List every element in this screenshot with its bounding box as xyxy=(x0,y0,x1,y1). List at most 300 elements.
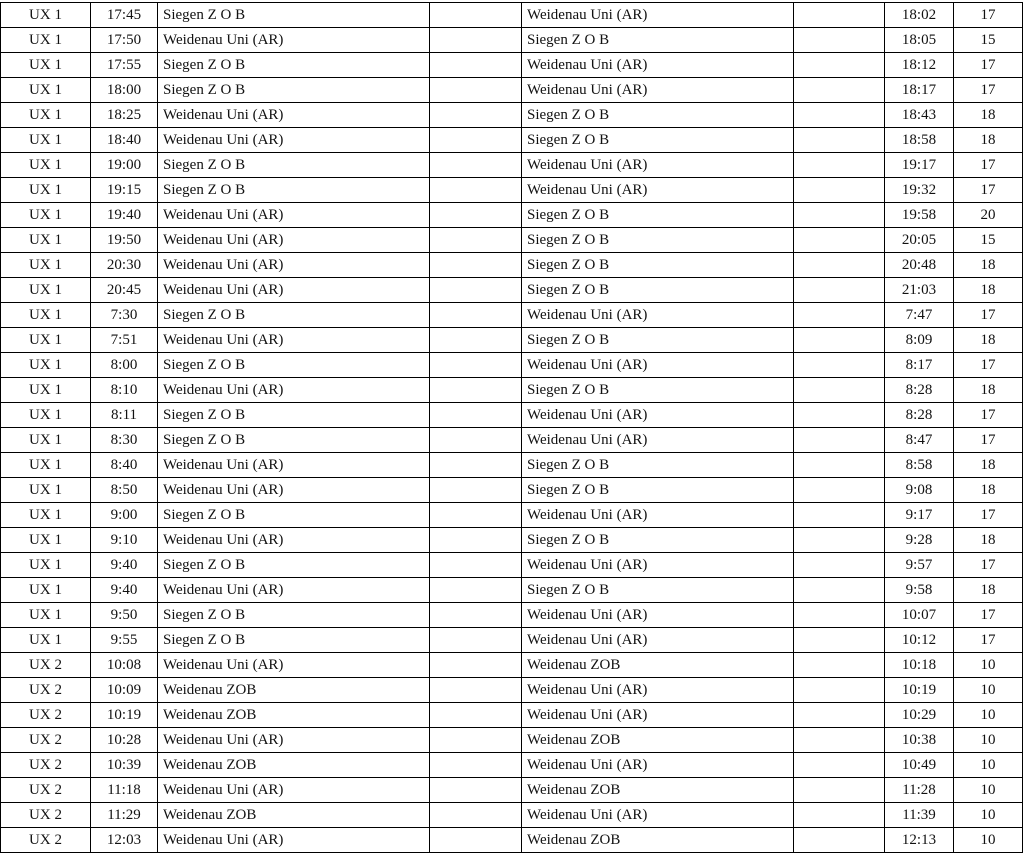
origin-stop-cell: Weidenau Uni (AR) xyxy=(158,778,430,803)
duration-cell: 10 xyxy=(954,703,1023,728)
table-row xyxy=(1,528,1023,553)
line-cell: UX 1 xyxy=(1,28,91,53)
duration-cell: 18 xyxy=(954,578,1023,603)
line-cell: UX 1 xyxy=(1,403,91,428)
destination-stop-cell: Weidenau Uni (AR) xyxy=(522,178,794,203)
line-cell: UX 1 xyxy=(1,303,91,328)
line-cell: UX 1 xyxy=(1,153,91,178)
empty-cell xyxy=(794,253,885,278)
table-row xyxy=(1,603,1023,628)
table-row xyxy=(1,828,1023,853)
empty-cell xyxy=(794,828,885,853)
line-cell: UX 1 xyxy=(1,103,91,128)
departure-time-cell: 19:50 xyxy=(91,228,158,253)
duration-cell: 18 xyxy=(954,478,1023,503)
empty-cell xyxy=(794,553,885,578)
origin-stop-cell: Weidenau Uni (AR) xyxy=(158,128,430,153)
arrival-time-cell: 20:48 xyxy=(885,253,954,278)
empty-cell xyxy=(430,403,522,428)
destination-stop-cell: Siegen Z O B xyxy=(522,103,794,128)
arrival-time-cell: 18:58 xyxy=(885,128,954,153)
duration-cell: 10 xyxy=(954,653,1023,678)
empty-cell xyxy=(794,228,885,253)
duration-cell: 17 xyxy=(954,3,1023,28)
departure-time-cell: 20:45 xyxy=(91,278,158,303)
origin-stop-cell: Weidenau Uni (AR) xyxy=(158,103,430,128)
duration-cell: 18 xyxy=(954,128,1023,153)
line-cell: UX 2 xyxy=(1,678,91,703)
arrival-time-cell: 10:07 xyxy=(885,603,954,628)
departure-time-cell: 8:50 xyxy=(91,478,158,503)
empty-cell xyxy=(430,228,522,253)
table-row xyxy=(1,303,1023,328)
arrival-time-cell: 10:49 xyxy=(885,753,954,778)
table-row xyxy=(1,753,1023,778)
arrival-time-cell: 7:47 xyxy=(885,303,954,328)
departure-time-cell: 7:30 xyxy=(91,303,158,328)
table-row xyxy=(1,178,1023,203)
table-row xyxy=(1,503,1023,528)
empty-cell xyxy=(794,28,885,53)
duration-cell: 20 xyxy=(954,203,1023,228)
destination-stop-cell: Weidenau ZOB xyxy=(522,728,794,753)
table-row xyxy=(1,203,1023,228)
duration-cell: 10 xyxy=(954,778,1023,803)
duration-cell: 17 xyxy=(954,178,1023,203)
line-cell: UX 1 xyxy=(1,578,91,603)
destination-stop-cell: Siegen Z O B xyxy=(522,278,794,303)
departure-time-cell: 8:10 xyxy=(91,378,158,403)
destination-stop-cell: Siegen Z O B xyxy=(522,578,794,603)
duration-cell: 18 xyxy=(954,453,1023,478)
empty-cell xyxy=(430,353,522,378)
destination-stop-cell: Siegen Z O B xyxy=(522,528,794,553)
empty-cell xyxy=(794,153,885,178)
arrival-time-cell: 19:58 xyxy=(885,203,954,228)
arrival-time-cell: 9:17 xyxy=(885,503,954,528)
origin-stop-cell: Weidenau Uni (AR) xyxy=(158,653,430,678)
line-cell: UX 2 xyxy=(1,703,91,728)
departure-time-cell: 9:10 xyxy=(91,528,158,553)
line-cell: UX 1 xyxy=(1,603,91,628)
table-row xyxy=(1,378,1023,403)
empty-cell xyxy=(794,528,885,553)
destination-stop-cell: Weidenau Uni (AR) xyxy=(522,678,794,703)
duration-cell: 10 xyxy=(954,828,1023,853)
empty-cell xyxy=(794,803,885,828)
origin-stop-cell: Siegen Z O B xyxy=(158,78,430,103)
destination-stop-cell: Weidenau Uni (AR) xyxy=(522,553,794,578)
table-row xyxy=(1,653,1023,678)
destination-stop-cell: Weidenau Uni (AR) xyxy=(522,303,794,328)
empty-cell xyxy=(430,703,522,728)
departure-time-cell: 8:30 xyxy=(91,428,158,453)
table-row xyxy=(1,328,1023,353)
empty-cell xyxy=(794,3,885,28)
empty-cell xyxy=(430,678,522,703)
empty-cell xyxy=(430,603,522,628)
duration-cell: 17 xyxy=(954,303,1023,328)
duration-cell: 17 xyxy=(954,553,1023,578)
duration-cell: 17 xyxy=(954,503,1023,528)
empty-cell xyxy=(430,428,522,453)
line-cell: UX 1 xyxy=(1,203,91,228)
empty-cell xyxy=(794,703,885,728)
arrival-time-cell: 18:12 xyxy=(885,53,954,78)
line-cell: UX 2 xyxy=(1,653,91,678)
line-cell: UX 1 xyxy=(1,628,91,653)
arrival-time-cell: 8:47 xyxy=(885,428,954,453)
empty-cell xyxy=(794,428,885,453)
arrival-time-cell: 8:17 xyxy=(885,353,954,378)
timetable-body xyxy=(1,3,1023,853)
line-cell: UX 1 xyxy=(1,253,91,278)
table-row xyxy=(1,403,1023,428)
destination-stop-cell: Siegen Z O B xyxy=(522,203,794,228)
origin-stop-cell: Weidenau Uni (AR) xyxy=(158,28,430,53)
line-cell: UX 1 xyxy=(1,128,91,153)
origin-stop-cell: Siegen Z O B xyxy=(158,603,430,628)
origin-stop-cell: Weidenau Uni (AR) xyxy=(158,228,430,253)
origin-stop-cell: Weidenau Uni (AR) xyxy=(158,203,430,228)
departure-time-cell: 9:40 xyxy=(91,553,158,578)
departure-time-cell: 9:00 xyxy=(91,503,158,528)
empty-cell xyxy=(430,578,522,603)
table-row xyxy=(1,453,1023,478)
table-row xyxy=(1,78,1023,103)
arrival-time-cell: 8:28 xyxy=(885,378,954,403)
duration-cell: 17 xyxy=(954,353,1023,378)
empty-cell xyxy=(430,453,522,478)
table-row xyxy=(1,53,1023,78)
table-row xyxy=(1,703,1023,728)
origin-stop-cell: Siegen Z O B xyxy=(158,178,430,203)
departure-time-cell: 17:50 xyxy=(91,28,158,53)
line-cell: UX 2 xyxy=(1,753,91,778)
line-cell: UX 1 xyxy=(1,353,91,378)
line-cell: UX 1 xyxy=(1,378,91,403)
departure-time-cell: 9:55 xyxy=(91,628,158,653)
departure-time-cell: 19:40 xyxy=(91,203,158,228)
arrival-time-cell: 20:05 xyxy=(885,228,954,253)
arrival-time-cell: 8:28 xyxy=(885,403,954,428)
empty-cell xyxy=(794,353,885,378)
destination-stop-cell: Weidenau Uni (AR) xyxy=(522,403,794,428)
duration-cell: 18 xyxy=(954,328,1023,353)
departure-time-cell: 10:08 xyxy=(91,653,158,678)
departure-time-cell: 10:09 xyxy=(91,678,158,703)
line-cell: UX 2 xyxy=(1,778,91,803)
origin-stop-cell: Weidenau Uni (AR) xyxy=(158,278,430,303)
empty-cell xyxy=(794,178,885,203)
destination-stop-cell: Siegen Z O B xyxy=(522,228,794,253)
table-row xyxy=(1,578,1023,603)
line-cell: UX 1 xyxy=(1,3,91,28)
duration-cell: 17 xyxy=(954,53,1023,78)
table-row xyxy=(1,778,1023,803)
table-row xyxy=(1,128,1023,153)
empty-cell xyxy=(794,103,885,128)
line-cell: UX 1 xyxy=(1,178,91,203)
duration-cell: 10 xyxy=(954,753,1023,778)
departure-time-cell: 12:03 xyxy=(91,828,158,853)
arrival-time-cell: 8:58 xyxy=(885,453,954,478)
empty-cell xyxy=(794,478,885,503)
duration-cell: 17 xyxy=(954,428,1023,453)
duration-cell: 17 xyxy=(954,78,1023,103)
origin-stop-cell: Siegen Z O B xyxy=(158,428,430,453)
empty-cell xyxy=(430,253,522,278)
destination-stop-cell: Weidenau Uni (AR) xyxy=(522,603,794,628)
table-row xyxy=(1,28,1023,53)
empty-cell xyxy=(430,153,522,178)
departure-time-cell: 18:25 xyxy=(91,103,158,128)
origin-stop-cell: Weidenau Uni (AR) xyxy=(158,478,430,503)
duration-cell: 18 xyxy=(954,103,1023,128)
empty-cell xyxy=(430,553,522,578)
arrival-time-cell: 9:58 xyxy=(885,578,954,603)
destination-stop-cell: Siegen Z O B xyxy=(522,453,794,478)
empty-cell xyxy=(430,278,522,303)
departure-time-cell: 17:55 xyxy=(91,53,158,78)
arrival-time-cell: 18:17 xyxy=(885,78,954,103)
origin-stop-cell: Siegen Z O B xyxy=(158,403,430,428)
destination-stop-cell: Weidenau Uni (AR) xyxy=(522,803,794,828)
origin-stop-cell: Weidenau ZOB xyxy=(158,703,430,728)
empty-cell xyxy=(430,728,522,753)
destination-stop-cell: Weidenau ZOB xyxy=(522,653,794,678)
origin-stop-cell: Weidenau Uni (AR) xyxy=(158,728,430,753)
departure-time-cell: 20:30 xyxy=(91,253,158,278)
departure-time-cell: 7:51 xyxy=(91,328,158,353)
line-cell: UX 2 xyxy=(1,728,91,753)
arrival-time-cell: 10:38 xyxy=(885,728,954,753)
origin-stop-cell: Siegen Z O B xyxy=(158,153,430,178)
line-cell: UX 1 xyxy=(1,228,91,253)
line-cell: UX 2 xyxy=(1,803,91,828)
duration-cell: 17 xyxy=(954,603,1023,628)
empty-cell xyxy=(430,78,522,103)
departure-time-cell: 18:40 xyxy=(91,128,158,153)
empty-cell xyxy=(430,628,522,653)
duration-cell: 10 xyxy=(954,728,1023,753)
table-row xyxy=(1,728,1023,753)
empty-cell xyxy=(794,728,885,753)
empty-cell xyxy=(430,203,522,228)
destination-stop-cell: Siegen Z O B xyxy=(522,128,794,153)
empty-cell xyxy=(430,478,522,503)
duration-cell: 18 xyxy=(954,378,1023,403)
origin-stop-cell: Weidenau Uni (AR) xyxy=(158,578,430,603)
arrival-time-cell: 12:13 xyxy=(885,828,954,853)
table-row xyxy=(1,103,1023,128)
empty-cell xyxy=(794,628,885,653)
empty-cell xyxy=(430,778,522,803)
destination-stop-cell: Weidenau Uni (AR) xyxy=(522,3,794,28)
origin-stop-cell: Siegen Z O B xyxy=(158,553,430,578)
origin-stop-cell: Siegen Z O B xyxy=(158,53,430,78)
line-cell: UX 1 xyxy=(1,278,91,303)
destination-stop-cell: Weidenau Uni (AR) xyxy=(522,78,794,103)
empty-cell xyxy=(794,653,885,678)
arrival-time-cell: 9:08 xyxy=(885,478,954,503)
empty-cell xyxy=(794,278,885,303)
line-cell: UX 1 xyxy=(1,78,91,103)
table-row xyxy=(1,353,1023,378)
line-cell: UX 2 xyxy=(1,828,91,853)
arrival-time-cell: 18:02 xyxy=(885,3,954,28)
line-cell: UX 1 xyxy=(1,528,91,553)
empty-cell xyxy=(430,303,522,328)
empty-cell xyxy=(794,328,885,353)
empty-cell xyxy=(794,203,885,228)
destination-stop-cell: Weidenau ZOB xyxy=(522,778,794,803)
duration-cell: 10 xyxy=(954,678,1023,703)
table-row xyxy=(1,3,1023,28)
departure-time-cell: 11:18 xyxy=(91,778,158,803)
arrival-time-cell: 10:12 xyxy=(885,628,954,653)
empty-cell xyxy=(430,3,522,28)
departure-time-cell: 9:50 xyxy=(91,603,158,628)
destination-stop-cell: Weidenau Uni (AR) xyxy=(522,703,794,728)
duration-cell: 15 xyxy=(954,228,1023,253)
origin-stop-cell: Siegen Z O B xyxy=(158,3,430,28)
arrival-time-cell: 18:43 xyxy=(885,103,954,128)
timetable xyxy=(0,2,1023,853)
origin-stop-cell: Weidenau ZOB xyxy=(158,678,430,703)
line-cell: UX 1 xyxy=(1,453,91,478)
empty-cell xyxy=(794,403,885,428)
origin-stop-cell: Weidenau Uni (AR) xyxy=(158,253,430,278)
origin-stop-cell: Siegen Z O B xyxy=(158,628,430,653)
destination-stop-cell: Weidenau ZOB xyxy=(522,828,794,853)
departure-time-cell: 9:40 xyxy=(91,578,158,603)
destination-stop-cell: Siegen Z O B xyxy=(522,328,794,353)
arrival-time-cell: 10:19 xyxy=(885,678,954,703)
origin-stop-cell: Weidenau ZOB xyxy=(158,803,430,828)
departure-time-cell: 19:15 xyxy=(91,178,158,203)
empty-cell xyxy=(794,778,885,803)
departure-time-cell: 8:40 xyxy=(91,453,158,478)
duration-cell: 18 xyxy=(954,253,1023,278)
destination-stop-cell: Siegen Z O B xyxy=(522,478,794,503)
line-cell: UX 1 xyxy=(1,478,91,503)
destination-stop-cell: Weidenau Uni (AR) xyxy=(522,153,794,178)
duration-cell: 17 xyxy=(954,403,1023,428)
origin-stop-cell: Siegen Z O B xyxy=(158,353,430,378)
departure-time-cell: 8:11 xyxy=(91,403,158,428)
empty-cell xyxy=(430,128,522,153)
arrival-time-cell: 21:03 xyxy=(885,278,954,303)
departure-time-cell: 17:45 xyxy=(91,3,158,28)
line-cell: UX 1 xyxy=(1,553,91,578)
empty-cell xyxy=(430,328,522,353)
duration-cell: 17 xyxy=(954,628,1023,653)
duration-cell: 18 xyxy=(954,278,1023,303)
departure-time-cell: 10:39 xyxy=(91,753,158,778)
departure-time-cell: 11:29 xyxy=(91,803,158,828)
arrival-time-cell: 9:57 xyxy=(885,553,954,578)
duration-cell: 10 xyxy=(954,803,1023,828)
destination-stop-cell: Weidenau Uni (AR) xyxy=(522,628,794,653)
duration-cell: 18 xyxy=(954,528,1023,553)
empty-cell xyxy=(794,128,885,153)
empty-cell xyxy=(430,503,522,528)
arrival-time-cell: 19:32 xyxy=(885,178,954,203)
empty-cell xyxy=(794,578,885,603)
arrival-time-cell: 9:28 xyxy=(885,528,954,553)
departure-time-cell: 8:00 xyxy=(91,353,158,378)
empty-cell xyxy=(430,803,522,828)
origin-stop-cell: Siegen Z O B xyxy=(158,503,430,528)
empty-cell xyxy=(430,28,522,53)
duration-cell: 17 xyxy=(954,153,1023,178)
empty-cell xyxy=(794,753,885,778)
destination-stop-cell: Weidenau Uni (AR) xyxy=(522,353,794,378)
destination-stop-cell: Siegen Z O B xyxy=(522,253,794,278)
empty-cell xyxy=(430,378,522,403)
table-row xyxy=(1,803,1023,828)
origin-stop-cell: Weidenau Uni (AR) xyxy=(158,528,430,553)
table-row xyxy=(1,253,1023,278)
empty-cell xyxy=(430,178,522,203)
arrival-time-cell: 11:39 xyxy=(885,803,954,828)
empty-cell xyxy=(430,653,522,678)
line-cell: UX 1 xyxy=(1,328,91,353)
empty-cell xyxy=(794,503,885,528)
arrival-time-cell: 10:18 xyxy=(885,653,954,678)
empty-cell xyxy=(794,53,885,78)
empty-cell xyxy=(430,53,522,78)
table-row xyxy=(1,628,1023,653)
arrival-time-cell: 8:09 xyxy=(885,328,954,353)
destination-stop-cell: Siegen Z O B xyxy=(522,28,794,53)
table-row xyxy=(1,278,1023,303)
empty-cell xyxy=(794,603,885,628)
empty-cell xyxy=(794,78,885,103)
arrival-time-cell: 19:17 xyxy=(885,153,954,178)
duration-cell: 15 xyxy=(954,28,1023,53)
destination-stop-cell: Weidenau Uni (AR) xyxy=(522,428,794,453)
arrival-time-cell: 18:05 xyxy=(885,28,954,53)
origin-stop-cell: Weidenau Uni (AR) xyxy=(158,328,430,353)
table-row xyxy=(1,153,1023,178)
empty-cell xyxy=(794,678,885,703)
destination-stop-cell: Weidenau Uni (AR) xyxy=(522,503,794,528)
origin-stop-cell: Weidenau Uni (AR) xyxy=(158,378,430,403)
empty-cell xyxy=(794,378,885,403)
empty-cell xyxy=(430,753,522,778)
table-row xyxy=(1,478,1023,503)
destination-stop-cell: Siegen Z O B xyxy=(522,378,794,403)
arrival-time-cell: 10:29 xyxy=(885,703,954,728)
destination-stop-cell: Weidenau Uni (AR) xyxy=(522,53,794,78)
table-row xyxy=(1,553,1023,578)
line-cell: UX 1 xyxy=(1,503,91,528)
line-cell: UX 1 xyxy=(1,53,91,78)
table-row xyxy=(1,428,1023,453)
origin-stop-cell: Weidenau Uni (AR) xyxy=(158,828,430,853)
origin-stop-cell: Weidenau Uni (AR) xyxy=(158,453,430,478)
destination-stop-cell: Weidenau Uni (AR) xyxy=(522,753,794,778)
departure-time-cell: 10:19 xyxy=(91,703,158,728)
origin-stop-cell: Siegen Z O B xyxy=(158,303,430,328)
empty-cell xyxy=(794,453,885,478)
departure-time-cell: 19:00 xyxy=(91,153,158,178)
table-row xyxy=(1,678,1023,703)
line-cell: UX 1 xyxy=(1,428,91,453)
departure-time-cell: 10:28 xyxy=(91,728,158,753)
